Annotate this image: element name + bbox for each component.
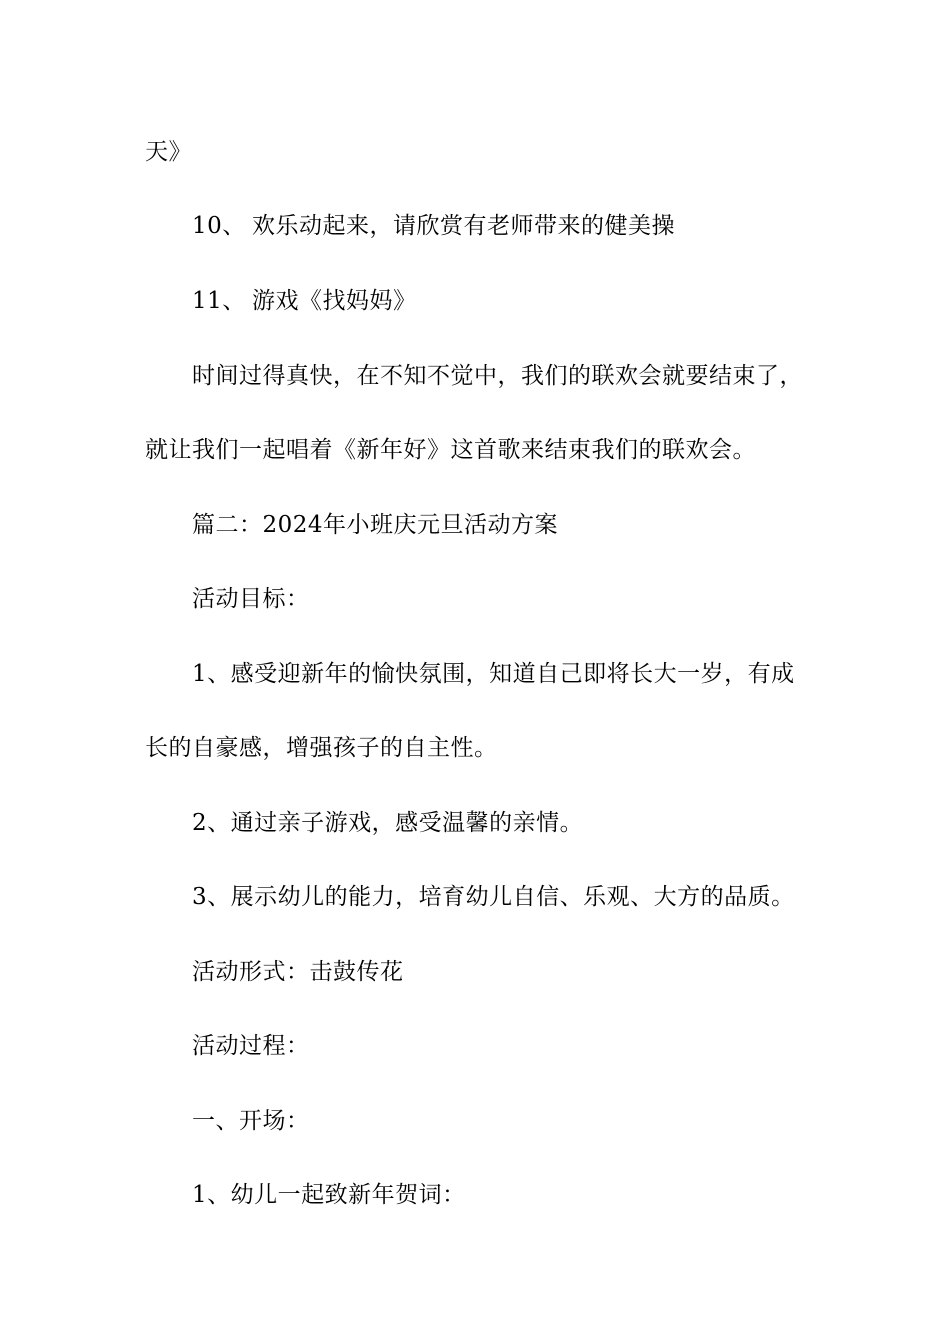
subheading: 活动目标： [192,586,310,612]
subheading: 活动过程： [192,1033,310,1059]
paragraph-line: 3、展示幼儿的能力，培育幼儿自信、乐观、大方的品质。 [192,884,795,910]
subheading: 一、开场： [192,1108,310,1134]
paragraph-line: 1、幼儿一起致新年贺词： [192,1182,466,1208]
paragraph-line: 1、感受迎新年的愉快氛围，知道自己即将长大一岁，有成 [192,661,795,687]
text-line: 天》 [145,139,192,165]
item-number: 10、 [192,213,246,239]
numbered-item [192,211,675,241]
item-text: 欢乐动起来，请欣赏有老师带来的健美操 [252,213,675,239]
paragraph-line: 时间过得真快，在不知不觉中，我们的联欢会就要结束了， [192,363,803,389]
item-text: 游戏《找妈妈》 [252,288,417,314]
numbered-item [192,286,417,316]
paragraph-line: 活动形式：击鼓传花 [192,959,404,985]
section-heading: 篇二：2024年小班庆元旦活动方案 [192,512,559,538]
item-number: 11、 [192,288,246,314]
paragraph-line: 长的自豪感，增强孩子的自主性。 [145,735,498,761]
paragraph-line: 就让我们一起唱着《新年好》这首歌来结束我们的联欢会。 [145,437,756,463]
paragraph-line: 2、通过亲子游戏，感受温馨的亲情。 [192,810,584,836]
